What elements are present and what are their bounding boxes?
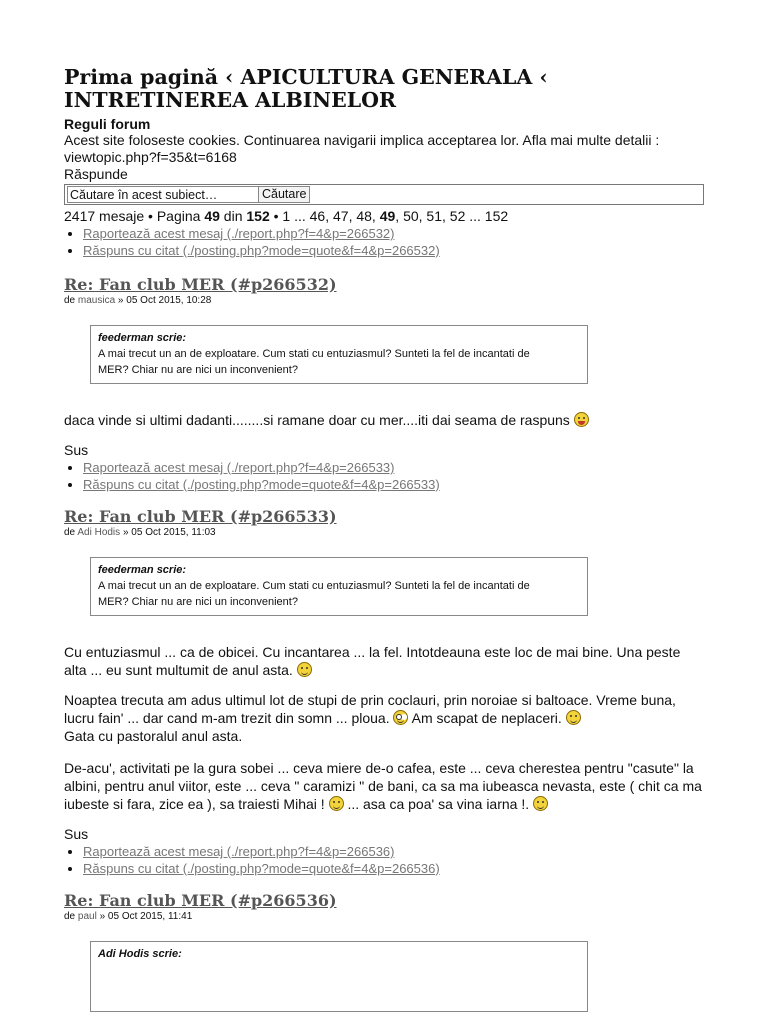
post	[64, 275, 704, 493]
quote-url: (./posting.php?mode=quote&f=4&p=266536)	[182, 861, 440, 876]
smile-icon	[329, 796, 344, 811]
quote-url: (./posting.php?mode=quote&f=4&p=266532)	[182, 243, 440, 258]
forum-page	[64, 66, 704, 1012]
post-title[interactable]: Re: Fan club MER (#p266533)	[64, 507, 337, 526]
quote-action	[83, 242, 704, 259]
post-actions	[64, 843, 704, 877]
pagination-links[interactable]: , 50, 51, 52 ... 152	[395, 208, 509, 224]
post	[64, 891, 704, 1012]
report-action	[83, 459, 704, 476]
smile-icon	[533, 796, 548, 811]
quote-action	[83, 476, 704, 493]
quote-label: Răspuns cu citat	[83, 477, 183, 492]
report-url: (./report.php?f=4&p=266532)	[226, 226, 395, 241]
post-actions	[64, 225, 704, 259]
report-action	[83, 225, 704, 242]
pagination-text: 2417 mesaje • Pagina	[64, 208, 205, 224]
report-label: Raportează acest mesaj	[83, 460, 227, 475]
by-label: de	[64, 527, 78, 538]
cookie-notice-line: Acest site foloseste cookies. Continuarea navigarii implica acceptarea lor. Afla mai multe detalii :	[64, 132, 660, 148]
post	[64, 507, 704, 877]
quote-reply-link[interactable]	[83, 861, 440, 876]
topic-search-bar	[64, 184, 704, 205]
post-text: alta ... eu sunt multumit de anul asta.	[64, 662, 297, 678]
post-paragraph	[64, 759, 704, 813]
post-paragraph	[64, 643, 704, 679]
post-author[interactable]: paul	[77, 911, 97, 922]
post-author[interactable]: mausica	[77, 295, 116, 306]
pagination	[64, 207, 704, 225]
report-link[interactable]	[83, 844, 394, 859]
total-pages: 152	[246, 208, 270, 224]
post-content	[64, 411, 704, 429]
current-page: 49	[204, 208, 220, 224]
post-text: Am scapat de neplaceri.	[408, 710, 566, 726]
post-paragraph	[64, 691, 704, 745]
quote-label: Răspuns cu citat	[83, 861, 183, 876]
reply-link[interactable]: Răspunde	[64, 166, 128, 182]
quote-author: Adi Hodis scrie:	[98, 948, 182, 960]
topic-search-input[interactable]	[67, 186, 259, 203]
post-text: albini, pentru anul viitor, este ... ceva " caramizi " de bani, ca sa ma iubeasca nevasta, este ( chit ca ma	[64, 778, 702, 794]
report-url: (./report.php?f=4&p=266536)	[226, 844, 395, 859]
post-meta	[64, 295, 704, 307]
quote-label: Răspuns cu citat	[83, 243, 183, 258]
report-action	[83, 843, 704, 860]
quote-action	[83, 860, 704, 877]
search-button[interactable]: Căutare	[258, 186, 310, 203]
report-label: Raportează acest mesaj	[83, 844, 227, 859]
post-actions	[64, 459, 704, 493]
post-date: » 05 Oct 2015, 10:28	[115, 295, 212, 306]
report-label: Raportează acest mesaj	[83, 226, 227, 241]
smile-icon	[566, 710, 581, 725]
pagination-links[interactable]: • 1 ... 46, 47, 48,	[269, 208, 380, 224]
geek-smiley-icon	[393, 710, 408, 725]
quote-author: feederman scrie:	[98, 564, 187, 576]
page-title: Prima pagină ‹ APICULTURA GENERALA ‹ INTRETINEREA ALBINELOR	[64, 65, 548, 112]
post-title[interactable]: Re: Fan club MER (#p266536)	[64, 891, 337, 910]
pagination-text: din	[219, 208, 247, 224]
back-to-top-link[interactable]: Sus	[64, 826, 89, 842]
post-text: Gata cu pastoralul anul asta.	[64, 728, 243, 744]
post-text: De-acu', activitati pe la gura sobei ... ceva miere de-o cafea, este ... ceva cherestea pentru "casute" la	[64, 760, 694, 776]
post-text: daca vinde si ultimi dadanti........si ramane doar cu mer....iti dai seama de raspuns	[64, 412, 574, 428]
cookie-notice	[64, 132, 704, 166]
post-date: » 05 Oct 2015, 11:03	[120, 527, 216, 538]
post-text: lucru fain' ... dar cand m-am trezit din somn ... ploua.	[64, 710, 394, 726]
post-title[interactable]: Re: Fan club MER (#p266532)	[64, 275, 337, 294]
post-text: iubeste si fara, zice ea ), sa traiesti Mihai !	[64, 796, 329, 812]
post-date: » 05 Oct 2015, 11:41	[96, 911, 193, 922]
by-label: de	[64, 295, 78, 306]
quote-reply-link[interactable]	[83, 477, 440, 492]
quote-block	[90, 325, 588, 384]
quote-author: feederman scrie:	[98, 332, 187, 344]
quote-block	[90, 941, 588, 1012]
post-content	[64, 643, 704, 813]
post-text: Cu entuziasmul ... ca de obicei. Cu incantarea ... la fel. Intotdeauna este loc de mai bine. Una peste	[64, 644, 681, 660]
quote-url: (./posting.php?mode=quote&f=4&p=266533)	[182, 477, 440, 492]
report-link[interactable]	[83, 460, 394, 475]
smile-icon	[297, 662, 312, 677]
report-url: (./report.php?f=4&p=266533)	[226, 460, 395, 475]
quote-text: MER? Chiar nu are nici un inconvenient?	[98, 364, 298, 376]
quote-text: A mai trecut un an de exploatare. Cum stati cu entuziasmul? Sunteti la fel de incantati de	[98, 348, 530, 360]
quote-reply-link[interactable]	[83, 243, 440, 258]
post-text: ... asa ca poa' sa vina iarna !.	[343, 796, 534, 812]
quote-text: MER? Chiar nu are nici un inconvenient?	[98, 596, 298, 608]
back-to-top-link[interactable]: Sus	[64, 442, 89, 458]
report-link[interactable]	[83, 226, 394, 241]
post-meta	[64, 527, 704, 539]
quote-block	[90, 557, 588, 616]
cookie-notice-link[interactable]: viewtopic.php?f=35&t=6168	[64, 149, 237, 165]
post-text: Noaptea trecuta am adus ultimul lot de stupi de prin coclauri, prin noroiae si baltoace. Vreme buna,	[64, 692, 676, 708]
laughing-smiley-icon	[574, 412, 589, 427]
quote-text: A mai trecut un an de exploatare. Cum stati cu entuziasmul? Sunteti la fel de incantati de	[98, 580, 530, 592]
by-label: de	[64, 911, 78, 922]
post-meta	[64, 911, 704, 923]
forum-rules-link[interactable]: Reguli forum	[64, 116, 151, 132]
current-page-link: 49	[379, 208, 396, 224]
post-author[interactable]: Adi Hodis	[77, 527, 121, 538]
